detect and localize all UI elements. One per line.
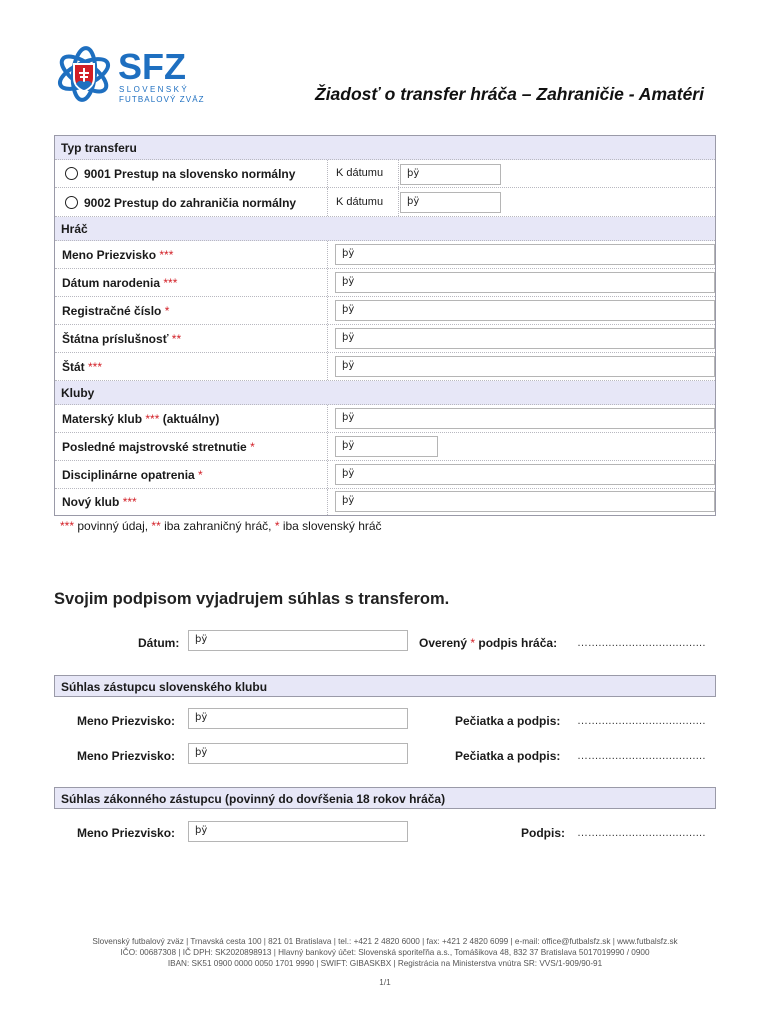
club-rep-name-input-2[interactable]: þÿ: [188, 743, 408, 764]
consent-heading: Svojim podpisom vyjadrujem súhlas s transferom.: [54, 590, 450, 608]
guardian-signature-label: Podpis:: [521, 826, 565, 840]
section-label: Kluby: [61, 386, 95, 400]
club-row-new: [55, 489, 715, 515]
field-label: Materský klub: [62, 412, 143, 426]
transfer-option-9001: [55, 160, 715, 188]
date-input-9001[interactable]: þÿ: [400, 164, 501, 185]
registration-number-input[interactable]: þÿ: [335, 300, 715, 321]
field-label: Registračné číslo: [62, 304, 162, 318]
date-label: Dátum:: [138, 636, 180, 650]
radio-9002[interactable]: [65, 196, 78, 209]
footer-line-1: Slovenský futbalový zväz | Trnavská cesta 100 | 821 01 Bratislava | tel.: +421 2 4820 6000 | fax: +421 2 4820 6099 | e-mail: office@futbalsfz.sk | www.futbalsfz.sk: [92, 937, 678, 946]
required-mark: *: [164, 304, 170, 318]
club-rep-name-label-2: Meno Priezvisko:: [77, 749, 176, 763]
player-name-input[interactable]: þÿ: [335, 244, 715, 265]
club-row-last-match: [55, 433, 715, 461]
guardian-name-input[interactable]: þÿ: [188, 821, 408, 842]
club-row-disciplinary: [55, 461, 715, 489]
guardian-section: Súhlas zákonného zástupcu (povinný do dovŕšenia 18 rokov hráča): [54, 787, 716, 809]
page-title: Žiadosť o transfer hráča – Zahraničie - Amatéri: [315, 84, 704, 104]
logo-subtitle-2: FUTBALOVÝ ZVÄZ: [119, 95, 205, 104]
transfer-option-9002: [55, 188, 715, 217]
section-label: Hráč: [61, 222, 88, 236]
section-label: Typ transferu: [61, 141, 137, 155]
field-suffix: (aktuálny): [162, 412, 220, 426]
option-label: 9001 Prestup na slovensko normálny: [84, 167, 296, 181]
player-row-birthdate: [55, 269, 715, 297]
star-emblem-icon: [56, 47, 112, 101]
logo-text: SFZ: [118, 46, 186, 87]
required-legend: *** povinný údaj, ** iba zahraničný hráč, * iba slovenský hráč: [60, 519, 382, 533]
club-rep-section: Súhlas zástupcu slovenského klubu: [54, 675, 716, 697]
option-label: 9002 Prestup do zahraničia normálny: [84, 196, 297, 210]
required-mark: **: [171, 332, 182, 346]
required-mark: ***: [88, 360, 103, 374]
required-mark: ***: [159, 248, 174, 262]
player-signature-line: …...................................: [577, 637, 706, 649]
required-mark: ***: [122, 495, 137, 509]
stamp-signature-line-2: …...................................: [577, 750, 706, 762]
field-label: Posledné majstrovské stretnutie: [62, 440, 247, 454]
field-label: Dátum narodenia: [62, 276, 161, 290]
page-number: 1/1: [379, 978, 391, 987]
club-row-home: [55, 405, 715, 433]
section-player: [55, 217, 715, 241]
last-match-input[interactable]: þÿ: [335, 436, 438, 457]
home-club-input[interactable]: þÿ: [335, 408, 715, 429]
nationality-input[interactable]: þÿ: [335, 328, 715, 349]
player-row-nationality: [55, 325, 715, 353]
date-label: K dátumu: [336, 167, 384, 179]
radio-9001[interactable]: [65, 167, 78, 180]
club-rep-name-input-1[interactable]: þÿ: [188, 708, 408, 729]
required-mark: *: [250, 440, 255, 454]
disciplinary-input[interactable]: þÿ: [335, 464, 715, 485]
country-input[interactable]: þÿ: [335, 356, 715, 377]
stamp-signature-label-1: Pečiatka a podpis:: [455, 714, 561, 728]
player-row-country: [55, 353, 715, 381]
required-mark: ***: [163, 276, 178, 290]
date-input-9002[interactable]: þÿ: [400, 192, 501, 213]
field-label: Disciplinárne opatrenia: [62, 468, 195, 482]
stamp-signature-label-2: Pečiatka a podpis:: [455, 749, 561, 763]
player-row-name: [55, 241, 715, 269]
consent-date-input[interactable]: þÿ: [188, 630, 408, 651]
new-club-input[interactable]: þÿ: [335, 491, 715, 512]
field-label: Nový klub: [62, 495, 120, 509]
section-clubs: [55, 381, 715, 405]
footer-line-2: IČO: 00687308 | IČ DPH: SK2020898913 | Hlavný bankový účet: Slovenská sporiteľňa a.s., Tomášikova 48, 832 37 Bratislava 5017019990 / 0900: [120, 948, 650, 957]
section-transfer-type: [55, 136, 715, 160]
sfz-logo: [52, 44, 212, 108]
field-label: Štátna príslušnosť: [62, 332, 169, 346]
footer-line-3: IBAN: SK51 0900 0000 0050 1701 9990 | SWIFT: GIBASKBX | Registrácia na Ministerstva vnútra SR: VVS/1-909/90-91: [167, 959, 603, 968]
date-label: K dátumu: [336, 196, 384, 208]
stamp-signature-line-1: …...................................: [577, 715, 706, 727]
birthdate-input[interactable]: þÿ: [335, 272, 715, 293]
required-mark: *: [198, 468, 203, 482]
club-rep-name-label-1: Meno Priezvisko:: [77, 714, 176, 728]
player-row-regnum: [55, 297, 715, 325]
field-label: Štát: [62, 360, 85, 374]
guardian-signature-line: …...................................: [577, 827, 706, 839]
transfer-form: [54, 135, 716, 516]
guardian-name-label: Meno Priezvisko:: [77, 826, 176, 840]
required-mark: ***: [145, 412, 160, 426]
player-signature-label: Overený * podpis hráča:: [419, 636, 558, 650]
field-label: Meno Priezvisko: [62, 248, 157, 262]
logo-subtitle-1: SLOVENSKÝ: [119, 85, 190, 94]
